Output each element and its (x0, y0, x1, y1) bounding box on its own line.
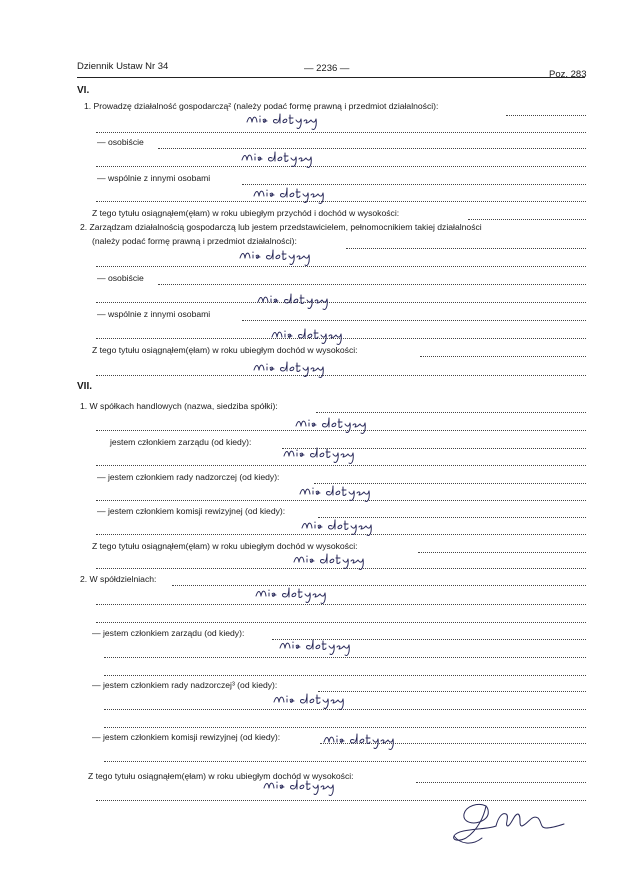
vi-item1-text: 1. Prowadzę działalność gospodarczą² (należy podać formę prawną i przedmiot działalności): (84, 101, 439, 111)
answer-line (242, 184, 586, 185)
answer-line (96, 622, 586, 623)
section-vi-heading: VI. (77, 85, 90, 96)
handwritten-answer (238, 248, 318, 268)
handwritten-answer (262, 778, 342, 798)
answer-line (506, 115, 586, 116)
vii-item2-income: Z tego tytułu osiągnąłem(ęłam) w roku ubiegłym dochód w wysokości: (88, 771, 354, 781)
vii-item2-supervisory: — jestem członkiem rady nadzorczej³ (od kiedy): (92, 680, 278, 690)
vii-item1-income: Z tego tytułu osiągnąłem(ęłam) w roku ubiegłym dochód w wysokości: (92, 541, 358, 551)
position-number: Poz. 283 (549, 69, 587, 80)
vii-item1-board: jestem członkiem zarządu (od kiedy): (110, 437, 252, 447)
vi-item2-income: Z tego tytułu osiągnąłem(ęłam) w roku ubiegłym dochód w wysokości: (92, 345, 358, 355)
handwritten-answer (300, 518, 380, 538)
handwritten-answer (298, 484, 378, 504)
answer-line (418, 552, 586, 553)
answer-line (104, 761, 586, 762)
handwritten-answer (272, 692, 352, 712)
journal-name: Dziennik Ustaw Nr 34 (77, 61, 169, 72)
answer-line (96, 375, 586, 376)
answer-line (96, 132, 586, 133)
answer-line (104, 675, 586, 676)
answer-line (96, 201, 586, 202)
vi-item1-personally: — osobiście (97, 137, 144, 147)
vi-item2-text-line1: 2. Zarządzam działalnością gospodarczą lub jestem przedstawicielem, pełnomocnikiem takiej działalności (80, 222, 482, 232)
vi-item2-personally: — osobiście (97, 273, 144, 283)
handwritten-answer (322, 732, 402, 752)
vi-item1-jointly: — wspólnie z innymi osobami (97, 173, 211, 183)
section-vii-heading: VII. (77, 381, 93, 392)
answer-line (420, 356, 586, 357)
answer-line (318, 691, 586, 692)
handwritten-answer (270, 327, 350, 347)
vi-item2-text-line2: (należy podać formę prawną i przedmiot działalności): (92, 236, 297, 246)
handwritten-answer (240, 150, 320, 170)
answer-line (96, 302, 586, 303)
answer-line (158, 148, 586, 149)
handwritten-answer (256, 292, 336, 312)
vii-item2-audit: — jestem członkiem komisji rewizyjnej (od kiedy): (92, 732, 281, 742)
signature (448, 796, 568, 846)
answer-line (316, 412, 586, 413)
handwritten-answer (292, 552, 372, 572)
answer-line (96, 266, 586, 267)
answer-line (96, 604, 586, 605)
answer-line (346, 248, 586, 249)
handwritten-answer (254, 586, 334, 606)
vii-item2-text: 2. W spółdzielniach: (80, 574, 157, 584)
vi-item2-jointly: — wspólnie z innymi osobami (97, 309, 211, 319)
header-rule (77, 77, 585, 78)
vii-item1-audit: — jestem członkiem komisji rewizyjnej (od kiedy): (97, 506, 286, 516)
handwritten-answer (252, 360, 332, 380)
vii-item1-supervisory: — jestem członkiem rady nadzorczej (od kiedy): (97, 472, 280, 482)
handwritten-answer (282, 446, 362, 466)
vi-item1-income: Z tego tytułu osiągnąłem(ęłam) w roku ubiegłym przychód i dochód w wysokości: (92, 208, 400, 218)
answer-line (96, 166, 586, 167)
handwritten-answer (252, 186, 332, 206)
answer-line (416, 782, 586, 783)
vii-item1-text: 1. W spółkach handlowych (nazwa, siedziba spółki): (80, 401, 278, 411)
handwritten-answer (278, 638, 358, 658)
handwritten-answer (294, 416, 374, 436)
answer-line (468, 219, 586, 220)
answer-line (172, 585, 586, 586)
answer-line (242, 320, 586, 321)
vii-item2-board: — jestem członkiem zarządu (od kiedy): (92, 628, 245, 638)
answer-line (158, 284, 586, 285)
page-number: — 2236 — (304, 63, 350, 74)
handwritten-answer (245, 112, 325, 132)
answer-line (104, 727, 586, 728)
